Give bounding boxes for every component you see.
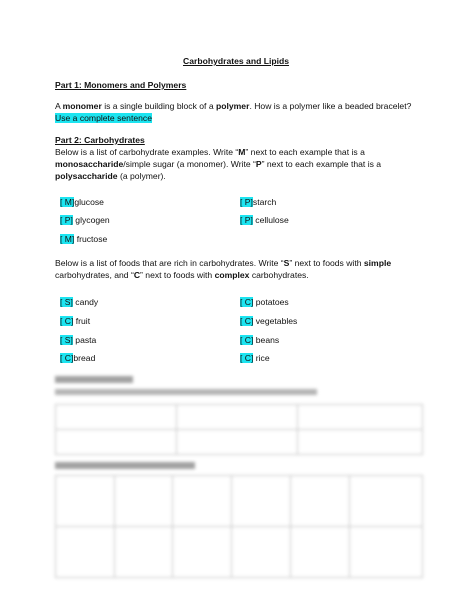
- term-polysaccharide: polysaccharide: [55, 171, 118, 181]
- carb-label: fructose: [74, 234, 108, 244]
- part1-question-text: is a single building block of a: [101, 101, 216, 111]
- intro-text: carbohydrates, and “: [55, 270, 134, 280]
- food-item-bread[interactable]: [60, 353, 95, 364]
- answer-box[interactable]: [ S]: [60, 297, 73, 307]
- intro-M: M: [238, 147, 246, 157]
- carb-label: glycogen: [72, 215, 110, 225]
- intro-text: ” next to each example that is a: [261, 159, 382, 169]
- answer-box[interactable]: [ C]: [60, 316, 74, 326]
- answer-box[interactable]: [ M]: [60, 197, 75, 207]
- term-monomer: monomer: [62, 101, 102, 111]
- answer-box[interactable]: [ P]: [240, 215, 253, 225]
- carb-item-fructose[interactable]: [60, 234, 107, 245]
- food-label: candy: [72, 297, 99, 307]
- carb-item-cellulose[interactable]: [240, 215, 289, 226]
- part1-hint: [55, 113, 152, 124]
- blurred-content: [55, 372, 425, 608]
- intro-text: Below is a list of foods that are rich in carbohydrates. Write “: [55, 258, 284, 268]
- blurred-heading: [55, 376, 133, 383]
- food-label: bread: [73, 353, 96, 363]
- food-item-fruit[interactable]: [60, 316, 90, 327]
- intro-C: C: [133, 270, 141, 280]
- intro-text: Below is a list of carbohydrate examples. Write “: [55, 147, 239, 157]
- part1-question: [55, 101, 411, 112]
- answer-box[interactable]: [ M]: [60, 234, 75, 244]
- blurred-heading: [55, 462, 195, 469]
- foods-intro-line2: [55, 270, 309, 281]
- intro-text: carbohydrates.: [249, 270, 309, 280]
- food-item-pasta[interactable]: [60, 335, 96, 346]
- food-item-potatoes[interactable]: [240, 297, 289, 308]
- carb-label: starch: [252, 197, 277, 207]
- part2-intro-line2: [55, 159, 381, 170]
- food-label: potatoes: [253, 297, 289, 307]
- answer-box[interactable]: [ P]: [60, 215, 73, 225]
- foods-intro-line1: [55, 258, 391, 269]
- intro-text: ” next to foods with: [289, 258, 364, 268]
- page-title: Carbohydrates and Lipids: [183, 56, 290, 66]
- answer-box[interactable]: [ C]: [240, 297, 254, 307]
- blurred-table: [55, 404, 423, 455]
- food-item-candy[interactable]: [60, 297, 98, 308]
- term-monosaccharide: monosaccharide: [55, 159, 124, 169]
- part1-question-text: . How is a polymer like a beaded bracelet?: [249, 101, 412, 111]
- food-label: rice: [253, 353, 270, 363]
- carb-item-glycogen[interactable]: [60, 215, 110, 226]
- blurred-table: [55, 475, 423, 578]
- intro-text: (a polymer).: [117, 171, 166, 181]
- intro-S: S: [283, 258, 290, 268]
- answer-box[interactable]: [ C]: [60, 353, 74, 363]
- answer-box[interactable]: [ P]: [240, 197, 253, 207]
- part2-intro-line3: [55, 171, 166, 182]
- part2-heading: Part 2: Carbohydrates: [55, 135, 145, 145]
- intro-P: P: [255, 159, 262, 169]
- term-simple: simple: [363, 258, 392, 268]
- term-complex: complex: [214, 270, 250, 280]
- intro-text: /simple sugar (a monomer). Write “: [123, 159, 256, 169]
- food-item-vegetables[interactable]: [240, 316, 297, 327]
- intro-text: ” next to each example that is a: [245, 147, 365, 157]
- answer-box[interactable]: [ C]: [240, 316, 254, 326]
- term-polymer: polymer: [216, 101, 250, 111]
- answer-box[interactable]: [ C]: [240, 353, 254, 363]
- carb-label: glucose: [74, 197, 104, 207]
- intro-text: ” next to foods with: [140, 270, 215, 280]
- answer-box[interactable]: [ S]: [60, 335, 73, 345]
- food-label: vegetables: [253, 316, 298, 326]
- carb-label: cellulose: [252, 215, 289, 225]
- blurred-text-line: [55, 389, 317, 395]
- part1-heading: Part 1: Monomers and Polymers: [55, 80, 187, 90]
- food-item-beans[interactable]: [240, 335, 279, 346]
- carb-item-starch[interactable]: [240, 197, 276, 208]
- part2-intro-line1: [55, 147, 365, 158]
- hint-highlight: Use a complete sentence: [55, 113, 152, 123]
- answer-box[interactable]: [ C]: [240, 335, 254, 345]
- part1-question-text: A: [55, 101, 63, 111]
- food-label: pasta: [72, 335, 97, 345]
- carb-item-glucose[interactable]: [60, 197, 104, 208]
- food-label: beans: [253, 335, 280, 345]
- food-item-rice[interactable]: [240, 353, 270, 364]
- food-label: fruit: [73, 316, 91, 326]
